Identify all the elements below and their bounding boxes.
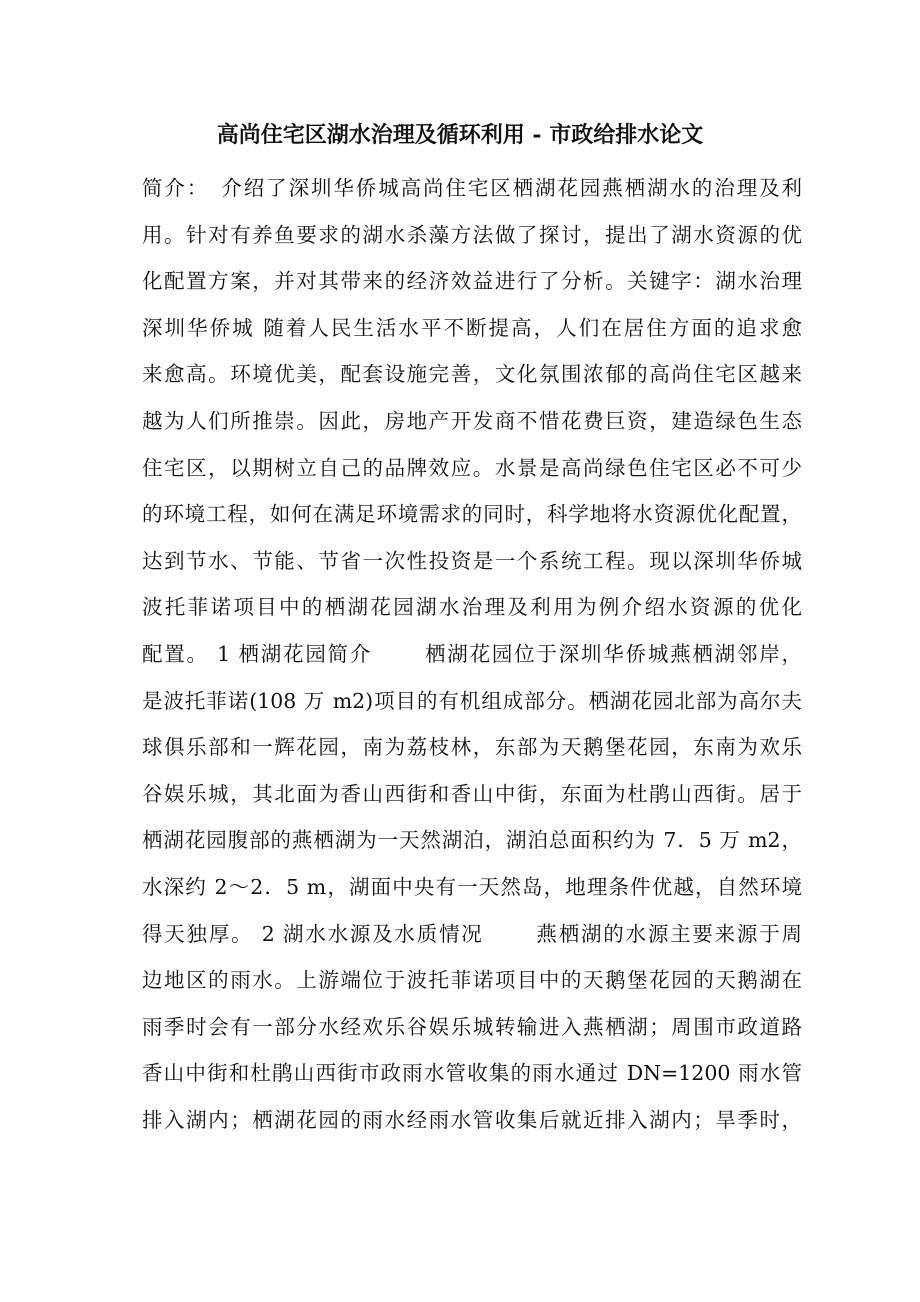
body-line: 排入湖内；栖湖花园的雨水经雨水管收集后就近排入湖内；旱季时，	[142, 1107, 802, 1132]
body-line: 谷娱乐城，其北面为香山西街和香山中街，东面为杜鹃山西街。居于	[142, 781, 802, 806]
body-line: 得天独厚。 2 湖水水源及水质情况 燕栖湖的水源主要来源于周	[142, 921, 802, 946]
body-line: 水深约 2～2．5 m，湖面中央有一天然岛，地理条件优越，自然环境	[142, 874, 802, 899]
body-line: 化配置方案，并对其带来的经济效益进行了分析。关键字：湖水治理	[142, 269, 802, 294]
body-line: 简介： 介绍了深圳华侨城高尚住宅区栖湖花园燕栖湖水的治理及利	[142, 176, 802, 200]
body-line: 的环境工程，如何在满足环境需求的同时，科学地将水资源优化配置，	[142, 502, 802, 527]
body-line: 边地区的雨水。上游端位于波托菲诺项目中的天鹅堡花园的天鹅湖在	[142, 968, 802, 993]
body-line: 达到节水、节能、节省一次性投资是一个系统工程。现以深圳华侨城	[142, 548, 802, 573]
body-line: 是波托菲诺(108 万 m2)项目的有机组成部分。栖湖花园北部为高尔夫	[142, 688, 802, 713]
body-line: 来愈高。环境优美，配套设施完善，文化氛围浓郁的高尚住宅区越来	[142, 362, 802, 387]
body-line: 配置。 1 栖湖花园简介 栖湖花园位于深圳华侨城燕栖湖邻岸，	[142, 641, 802, 666]
body-line: 雨季时会有一部分水经欢乐谷娱乐城转输进入燕栖湖；周围市政道路	[142, 1014, 802, 1039]
body-line: 香山中街和杜鹃山西街市政雨水管收集的雨水通过 DN=1200 雨水管	[142, 1061, 802, 1086]
body-line: 用。针对有养鱼要求的湖水杀藻方法做了探讨，提出了湖水资源的优	[142, 222, 802, 247]
document-title: 高尚住宅区湖水治理及循环利用 - 市政给排水论文	[216, 122, 704, 148]
body-line: 栖湖花园腹部的燕栖湖为一天然湖泊，湖泊总面积约为 7．5 万 m2，	[142, 828, 802, 853]
body-line: 深圳华侨城 随着人民生活水平不断提高，人们在居住方面的追求愈	[142, 315, 802, 340]
body-line: 波托菲诺项目中的栖湖花园湖水治理及利用为例介绍水资源的优化	[142, 595, 802, 620]
document-body	[142, 165, 802, 1143]
body-line: 越为人们所推崇。因此，房地产开发商不惜花费巨资，建造绿色生态	[142, 408, 802, 433]
body-line: 球俱乐部和一辉花园，南为荔枝林，东部为天鹅堡花园，东南为欢乐	[142, 735, 802, 760]
body-line: 住宅区，以期树立自己的品牌效应。水景是高尚绿色住宅区必不可少	[142, 455, 802, 480]
